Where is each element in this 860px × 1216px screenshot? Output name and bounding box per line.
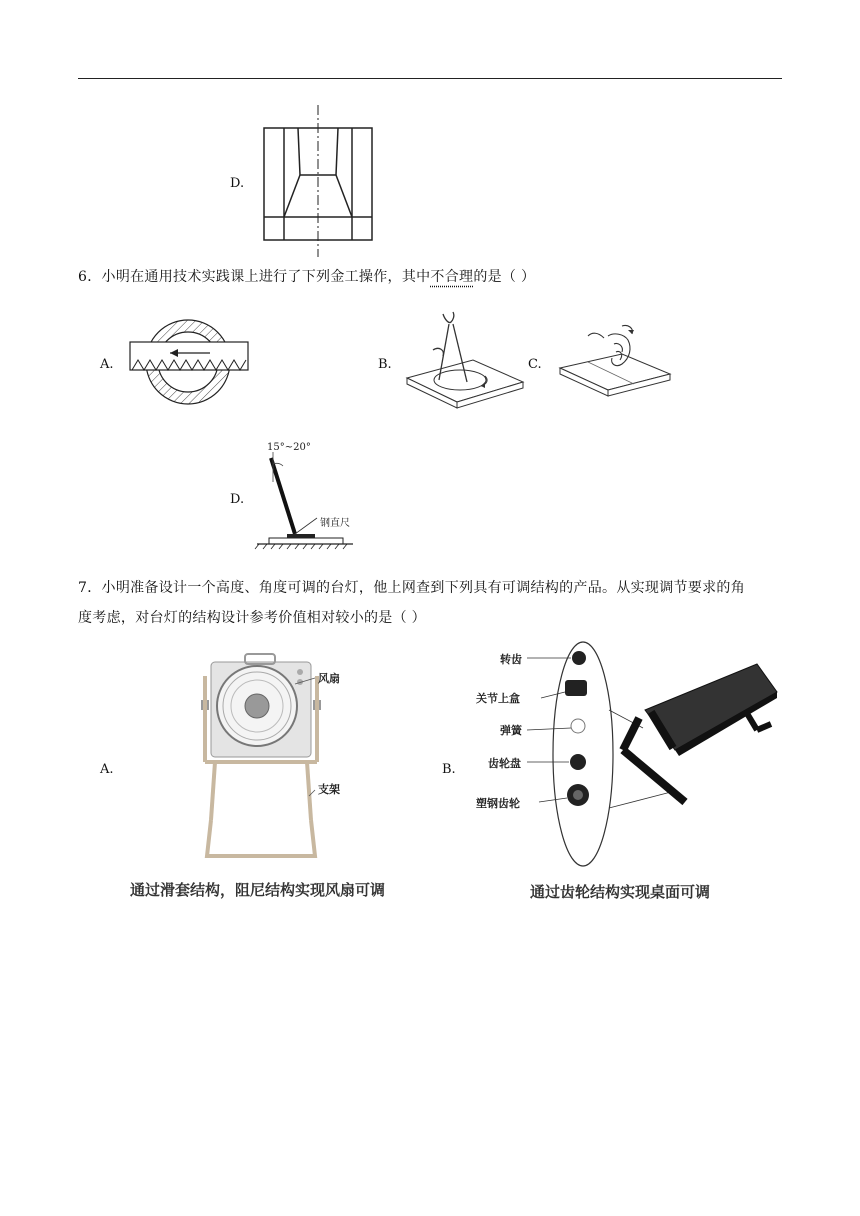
q7-option-b-part-2: 关节上盒 bbox=[476, 692, 520, 705]
q6-number: 6． bbox=[78, 269, 102, 285]
header-rule bbox=[78, 78, 782, 79]
q7-option-b-part-4: 齿轮盘 bbox=[488, 757, 521, 770]
q7-option-b-part-5: 塑钢齿轮 bbox=[476, 797, 520, 810]
q7-option-a-fan-label: 风扇 bbox=[318, 672, 340, 685]
q6-text-before: 小明在通用技术实践课上进行了下列金工操作，其中 bbox=[101, 269, 431, 285]
q7-option-a-stand-label: 支架 bbox=[318, 783, 340, 796]
q6-option-b-label: B. bbox=[378, 357, 392, 372]
q6-emphasis: 不合理 bbox=[430, 269, 474, 285]
q7-option-a-fan-image bbox=[195, 650, 335, 865]
q6-option-d-scriber-drawing bbox=[255, 452, 355, 552]
q7-number: 7． bbox=[78, 580, 102, 596]
q7-stem bbox=[78, 573, 783, 633]
q7-option-a-label: A. bbox=[100, 762, 114, 777]
q7-option-b-part-1: 转齿 bbox=[500, 653, 522, 666]
q5-option-d-drawing bbox=[260, 105, 380, 257]
q6-option-d-ruler-label: 钢直尺 bbox=[320, 518, 350, 529]
q6-option-c-hand-tool-drawing bbox=[558, 318, 673, 408]
q7-option-a-caption: 通过滑套结构，阻尼结构实现风扇可调 bbox=[130, 881, 386, 899]
q6-stem bbox=[78, 262, 535, 292]
q7-line-1: 7．小明准备设计一个高度、角度可调的台灯，他上网查到下列具有可调结构的产品。从实现调节要求的角 bbox=[78, 580, 746, 596]
q7-option-b-label: B. bbox=[442, 762, 456, 777]
q6-option-c-label: C. bbox=[528, 357, 542, 372]
q7-line-2: 度考虑，对台灯的结构设计参考价值相对较小的是（ ） bbox=[78, 610, 426, 626]
q6-option-d-angle-label: 15°~20° bbox=[267, 442, 311, 453]
q7-option-b-table-image bbox=[475, 640, 785, 875]
q6-option-a-label: A. bbox=[100, 357, 114, 372]
q6-option-a-saw-drawing bbox=[130, 318, 250, 406]
q5-option-d-label: D. bbox=[230, 176, 245, 191]
q7-option-b-part-3: 弹簧 bbox=[500, 724, 522, 737]
q6-option-b-compass-drawing bbox=[405, 310, 525, 410]
q6-text-after: 的是（ ） bbox=[473, 269, 536, 285]
q7-option-b-caption: 通过齿轮结构实现桌面可调 bbox=[530, 883, 711, 901]
q6-option-d-label: D. bbox=[230, 492, 245, 507]
